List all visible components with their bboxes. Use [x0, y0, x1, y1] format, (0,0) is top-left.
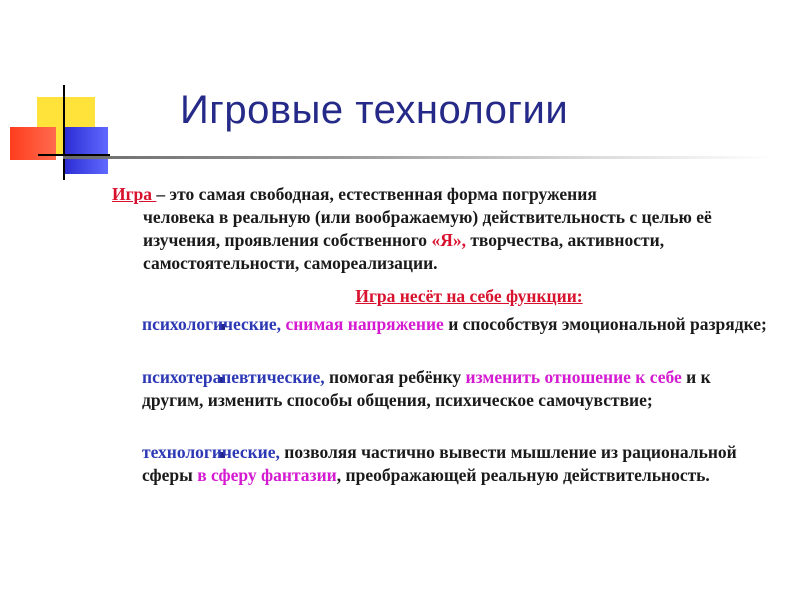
item-highlight: снимая напряжение: [285, 314, 444, 334]
item-highlight: в сферу фантазии: [197, 465, 337, 485]
intro-line1: – это самая свободная, естественная форма погружения: [156, 184, 597, 204]
decor-blue-square: [64, 127, 108, 174]
item-key: технологические,: [142, 442, 280, 462]
item-rest: , преображающей реальную действительность.: [336, 465, 710, 485]
intro-line2: человека в реальную (или воображаемую) действительность с целью её изучения, проявления собственного: [143, 207, 712, 250]
item-rest: и способствуя эмоциональной разрядке;: [443, 314, 767, 334]
item-rest: помогая ребёнку: [324, 367, 466, 387]
list-item-text: [142, 441, 770, 487]
intro-paragraph: [112, 183, 777, 275]
slide-title: Игровые технологии: [180, 88, 569, 132]
item-highlight: изменить отношение к себе: [465, 367, 682, 387]
intro-line3: творчества, активности, самостоятельности, самореализации.: [143, 230, 665, 273]
item-rest: позволяя частично вывести мышление из рациональной сферы: [142, 442, 737, 485]
intro-ya: «Я»,: [431, 230, 466, 250]
title-underline-rule: [63, 156, 775, 159]
item-rest: и к другим, изменить способы общения, психическое самочувствие;: [142, 367, 711, 410]
list-item-text: [142, 313, 770, 336]
intro-continuation: [112, 206, 777, 275]
functions-heading: Игра несёт на себе функции:: [355, 286, 583, 306]
item-key: психологические,: [142, 314, 282, 334]
intro-term: Игра: [112, 184, 157, 204]
list-item-text: [142, 366, 770, 412]
item-key: психотерапевтические,: [142, 367, 325, 387]
decor-vertical-line: [63, 85, 65, 180]
